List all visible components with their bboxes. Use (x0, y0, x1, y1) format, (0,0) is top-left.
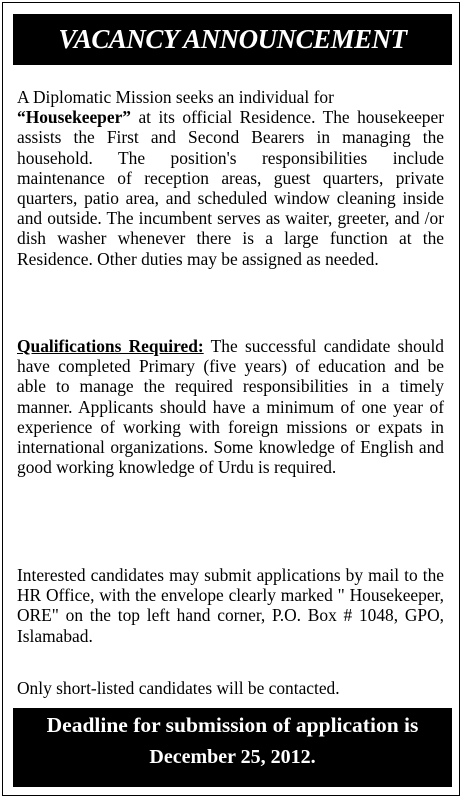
announcement-title-banner (13, 14, 452, 65)
qualifications-text: The successful candidate should have completed Primary (five years) of education and be able to manage the required responsibilities in a timely manner. Applicants should have a minimum of one year of experience of working with foreign missions or expats in international organizations. Some knowledge of English and good working knowledge of Urdu is required. (17, 336, 444, 478)
deadline-date: December 25, 2012. (149, 746, 316, 768)
shortlist-notice: Only short-listed candidates will be contacted. (17, 678, 340, 698)
description-lead: A Diplomatic Mission seeks an individual for (17, 87, 334, 107)
position-name: “Housekeeper” (17, 107, 131, 128)
description-rest: at its official Residence. The housekeeper assists the First and Second Bearers in managing the household. The position's responsibilities include maintenance of reception areas, guest quarters, private quarters, patio area, and scheduled window cleaning inside and outside. The incumbent serves as waiter, greeter, and /or dish washer whenever there is a large function at the Residence. Other duties may be assigned as needed. (17, 107, 444, 269)
application-instructions: Interested candidates may submit applications by mail to the HR Office, with the envelope clearly marked " Housekeeper, ORE" on the top left hand corner, P.O. Box # 1048, GPO, Islamabad. (17, 565, 444, 646)
qualifications-heading: Qualifications Required: (17, 336, 204, 356)
deadline-banner (13, 708, 452, 787)
announcement-title: VACANCY ANNOUNCEMENT (58, 24, 407, 54)
qualifications-paragraph (17, 336, 444, 477)
deadline-line: Deadline for submission of application is (46, 713, 419, 737)
job-description-paragraph (17, 87, 444, 269)
